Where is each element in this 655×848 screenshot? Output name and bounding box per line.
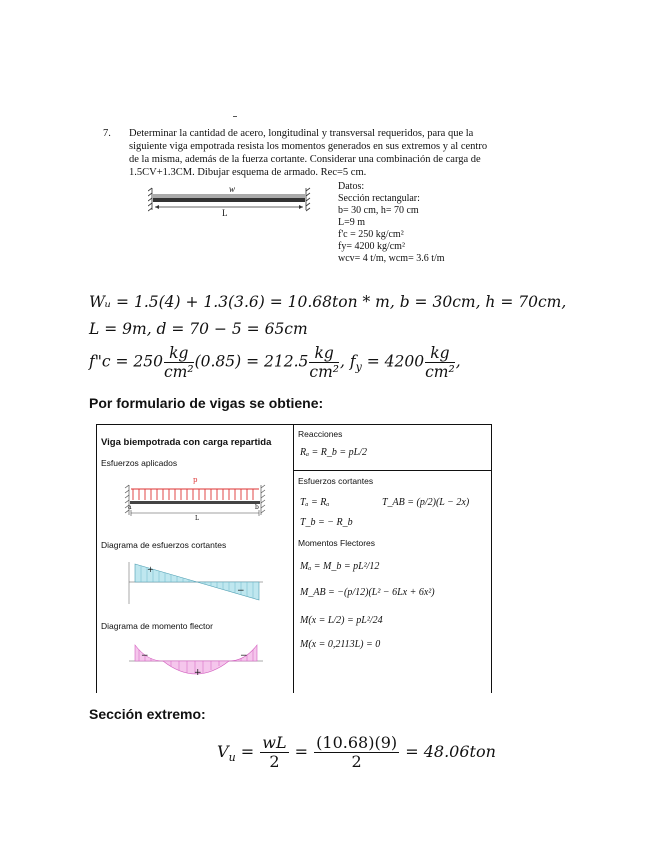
equation-line-2: L = 9m, d = 70 − 5 = 65cm	[89, 320, 308, 338]
beam-load-label: w	[229, 184, 236, 194]
equals-2: =	[294, 742, 309, 761]
diagrama-cortantes-label: Diagrama de esfuerzos cortantes	[101, 540, 227, 550]
esfuerzos-aplicados-label: Esfuerzos aplicados	[101, 458, 178, 468]
shear-minus-sign: −	[237, 586, 245, 596]
datos-length: L=9 m	[338, 217, 366, 228]
mcenter-equation: M(x = L/2) = pL²/24	[300, 615, 383, 626]
fy-value: = 4200	[361, 352, 425, 371]
moment-plus-sign: +	[194, 668, 202, 678]
formulario-left-column	[97, 425, 294, 693]
fraction-kg-cm2-2: $\frac{kg}{\text{cm²}}$	[309, 344, 339, 381]
diagrama-momento-label: Diagrama de momento flector	[101, 621, 213, 631]
distributed-load	[153, 194, 305, 198]
formulario-title: Viga biempotrada con carga repartida	[101, 437, 272, 448]
section-heading: Sección extremo:	[89, 706, 206, 722]
formulario-subtitle: Por formulario de vigas se obtiene:	[89, 395, 324, 411]
fraction-kg-cm2-3: $\frac{kg}{\text{cm²}}$	[425, 344, 455, 381]
span-L-label: L	[195, 515, 199, 522]
beam-length-label: L	[222, 208, 228, 218]
equation-line-3	[89, 344, 461, 381]
datos-loads: wcv= 4 t/m, wcm= 3.6 t/m	[338, 253, 445, 264]
shear-equation	[217, 734, 496, 771]
fc-mid: (0.85) = 212.5	[194, 352, 309, 371]
tab-equation: T_AB = (p/2)(L − 2x)	[382, 497, 470, 508]
problem-line-4: 1.5CV+1.3CM. Dibujar esquema de armado. Rec=5 cm.	[129, 167, 367, 178]
problem-number: 7.	[103, 128, 111, 139]
moment-diagram	[127, 639, 267, 685]
problem-text	[129, 127, 494, 179]
beam	[153, 198, 305, 202]
equation-line-1: Wᵤ = 1.5(4) + 1.3(3.6) = 10.68ton * m, b = 30cm, h = 70cm,	[89, 293, 567, 311]
shear-result: = 48.06ton	[405, 742, 496, 761]
datos-fy: fy= 4200 kg/cm²	[338, 241, 405, 252]
esfuerzos-cortantes-label: Esfuerzos cortantes	[298, 476, 374, 486]
reacciones-label: Reacciones	[298, 429, 343, 439]
shear-plus-sign: +	[147, 565, 154, 574]
fraction-kg-cm2-1: $\frac{kg}{\text{cm²}}$	[163, 344, 194, 381]
fraction-values: $\frac{(10.68)(9)}{2}$	[316, 733, 398, 771]
support-a-label: a	[128, 504, 132, 511]
problem-line-3: de la misma, además de la fuerza cortante. Considerar una combinación de carga de	[129, 154, 481, 165]
ma-equation: Mₐ = M_b = pL²/12	[300, 561, 380, 572]
mzero-equation: M(x = 0,2113L) = 0	[300, 639, 381, 650]
problem-line-2: siguiente viga empotrada resista los momentos generados en sus extremos y al centro	[129, 141, 488, 152]
row-divider	[294, 470, 491, 471]
end-comma: ,	[455, 352, 461, 371]
support-b-label: b	[255, 504, 259, 511]
moment-minus-left: −	[141, 651, 149, 661]
left-wall-hatch	[148, 188, 152, 211]
datos-title: Datos:	[338, 181, 365, 192]
vu-subscript: u	[228, 751, 236, 765]
momentos-flectores-label: Momentos Flectores	[298, 538, 375, 548]
formulario-right-column	[294, 425, 491, 693]
mab-equation: M_AB = −(p/12)(L² − 6Lx + 6x²)	[300, 587, 435, 598]
load-p-label: p	[193, 476, 198, 484]
fy-subscript: y	[355, 360, 362, 374]
datos-section: Sección rectangular:	[338, 193, 420, 204]
datos-fc: f'c = 250 kg/cm²	[338, 229, 404, 240]
fraction-wl-2: $\frac{wL}{2}$	[262, 733, 287, 771]
datos-dimensions: b= 30 cm, h= 70 cm	[338, 205, 419, 216]
ta-equation: Tₐ = Rₐ	[300, 497, 330, 508]
fc-comma: , f	[340, 352, 356, 371]
right-wall-hatch	[306, 188, 310, 211]
datos-block	[338, 181, 445, 265]
equals-1: =	[240, 742, 255, 761]
header-dash	[233, 116, 237, 117]
moment-minus-right: −	[240, 651, 248, 661]
tb-equation: T_b = − R_b	[300, 517, 353, 528]
reacciones-equation: Rₐ = R_b = pL/2	[300, 447, 367, 458]
formulario-table	[96, 424, 492, 693]
vu-symbol: V	[217, 742, 229, 761]
problem-line-1: Determinar la cantidad de acero, longitudinal y transversal requeridos, para que la	[129, 128, 474, 139]
fc-lhs: f"c = 250	[89, 352, 163, 371]
